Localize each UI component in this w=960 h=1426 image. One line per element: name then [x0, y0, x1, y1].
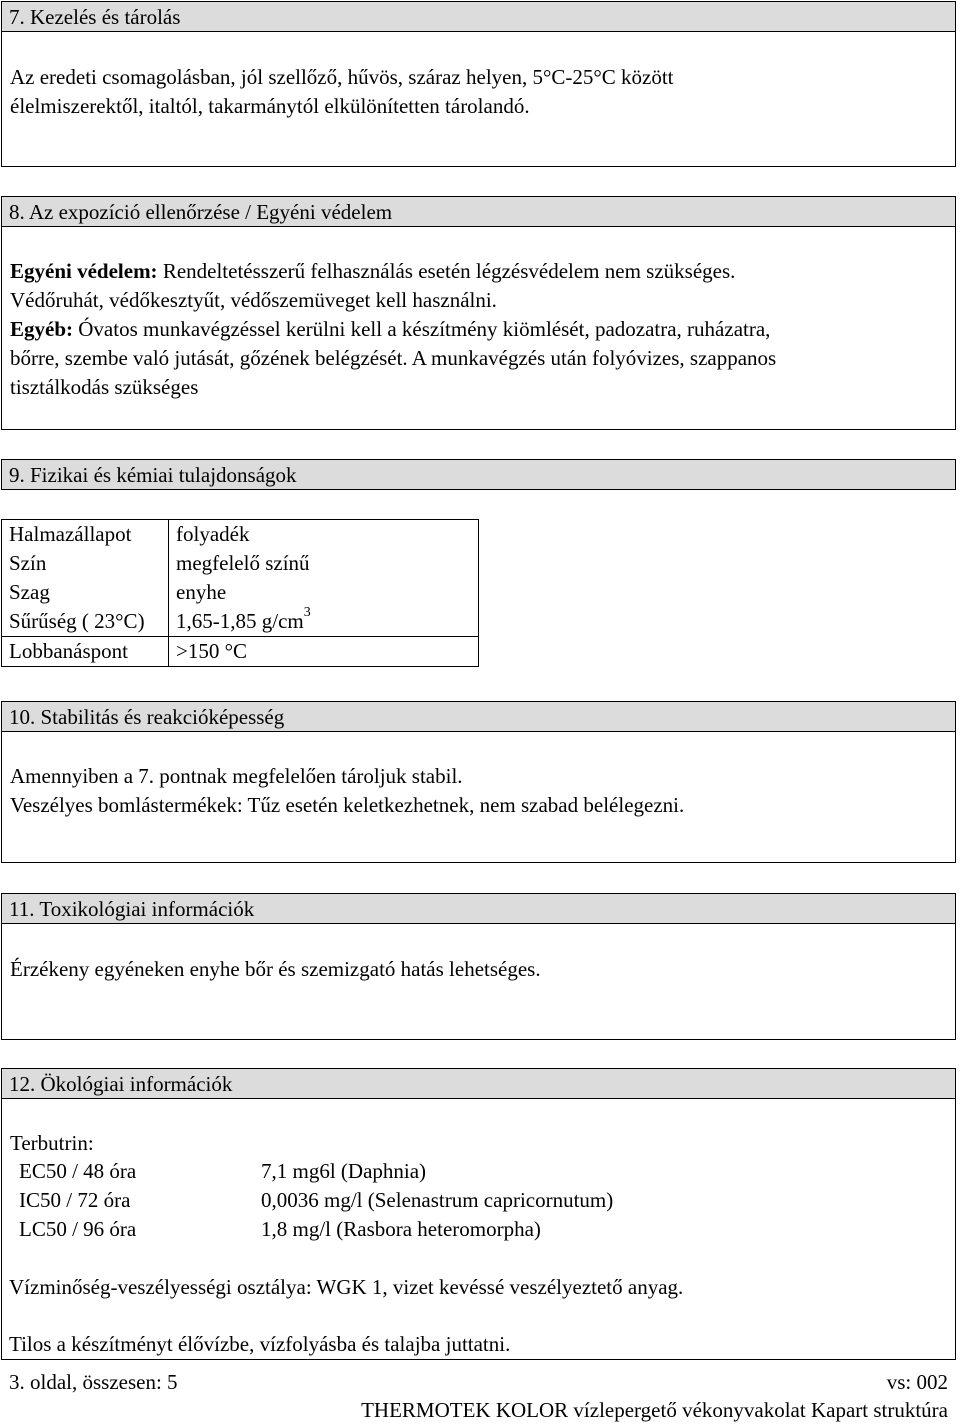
- table-row: [2, 637, 479, 667]
- protective-gear-line: Védőruhát, védőkesztyűt, védőszemüveget kell használni.: [10, 288, 497, 312]
- table-row: [2, 607, 479, 637]
- other-line: [10, 315, 947, 344]
- wgk-line: Vízminőség-veszélyességi osztálya: WGK 1, vizet kevéssé veszélyeztető anyag.: [9, 1275, 684, 1299]
- section-10-header: [1, 701, 956, 732]
- test-name: IC50 / 72 óra: [19, 1188, 131, 1212]
- property-value: 1,65-1,85 g/cm: [176, 609, 304, 633]
- section-10-title: 10. Stabilitás és reakcióképesség: [9, 705, 285, 729]
- section-11-title: 11. Toxikológiai információk: [9, 897, 255, 921]
- list-item: [19, 1215, 613, 1244]
- stability-line: Amennyiben a 7. pontnak megfelelően tároljuk stabil.: [10, 764, 463, 788]
- table-row: [2, 549, 479, 578]
- other-line-3: tisztálkodás szükséges: [10, 375, 199, 399]
- storage-line-1: Az eredeti csomagolásban, jól szellőző, hűvös, száraz helyen, 5°C-25°C között: [10, 65, 674, 89]
- section-11-body: [1, 923, 956, 1040]
- decomposition-line: Veszélyes bomlástermékek: Tűz esetén keletkezhetnek, nem szabad belélegezni.: [10, 793, 685, 817]
- test-value: 0,0036 mg/l (Selenastrum capricornutum): [261, 1188, 614, 1212]
- test-value: 7,1 mg6l (Daphnia): [261, 1159, 427, 1183]
- ban-line: Tilos a készítményt élővízbe, vízfolyásba és talajba juttatni.: [9, 1332, 511, 1356]
- property-label: Halmazállapot: [2, 520, 169, 550]
- property-label: Szag: [2, 578, 169, 607]
- superscript: 3: [303, 605, 311, 620]
- section-8-header: [1, 196, 956, 227]
- test-name: LC50 / 96 óra: [19, 1217, 137, 1241]
- ecotox-list: [19, 1157, 613, 1244]
- toxicology-line: Érzékeny egyéneken enyhe bőr és szemizgató hatás lehetséges.: [10, 957, 541, 981]
- property-value-cell: [169, 607, 479, 637]
- property-label: Sűrűség ( 23°C): [2, 607, 169, 637]
- properties-table: [1, 519, 479, 667]
- property-value: enyhe: [169, 578, 479, 607]
- section-9-header: [1, 459, 956, 490]
- property-label: Lobbanáspont: [2, 637, 169, 667]
- section-9-title: 9. Fizikai és kémiai tulajdonságok: [9, 463, 297, 487]
- page-number: 3. oldal, összesen: 5: [9, 1370, 178, 1394]
- personal-protection-label: Egyéni védelem:: [10, 259, 158, 283]
- section-12-header: [1, 1068, 956, 1099]
- personal-protection-text: Rendeltetésszerű felhasználás esetén légzésvédelem nem szükséges.: [157, 259, 736, 283]
- property-label: Szín: [2, 549, 169, 578]
- section-10-body: [1, 731, 956, 863]
- property-value: megfelelő színű: [169, 549, 479, 578]
- version-label: vs: 002: [886, 1370, 948, 1394]
- test-name: EC50 / 48 óra: [19, 1159, 137, 1183]
- property-value: folyadék: [169, 520, 479, 550]
- section-7-header: [1, 1, 956, 32]
- other-label: Egyéb:: [10, 317, 73, 341]
- section-7-title: 7. Kezelés és tárolás: [9, 5, 181, 29]
- section-8-title: 8. Az expozíció ellenőrzése / Egyéni védelem: [9, 200, 393, 224]
- personal-protection-line: [10, 257, 947, 286]
- list-item: [19, 1157, 613, 1186]
- section-12-title: 12. Ökológiai információk: [9, 1072, 233, 1096]
- table-row: [2, 578, 479, 607]
- other-text: Óvatos munkavégzéssel kerülni kell a készítmény kiömlését, padozatra, ruházatra,: [73, 317, 771, 341]
- test-value: 1,8 mg/l (Rasbora heteromorpha): [261, 1217, 541, 1241]
- other-line-2: bőrre, szembe való jutását, gőzének belégzését. A munkavégzés után folyóvizes, szappanos: [10, 346, 777, 370]
- substance-name: Terbutrin:: [10, 1131, 94, 1155]
- property-value: >150 °C: [169, 637, 479, 667]
- list-item: [19, 1186, 613, 1215]
- storage-line-2: élelmiszerektől, italtól, takarmánytól elkülönítetten tárolandó.: [10, 94, 530, 118]
- section-11-header: [1, 893, 956, 924]
- section-8-body: [1, 226, 956, 430]
- section-7-body: [1, 31, 956, 167]
- table-row: [2, 520, 479, 550]
- product-name: THERMOTEK KOLOR vízlepergető vékonyvakolat Kapart struktúra: [361, 1398, 948, 1422]
